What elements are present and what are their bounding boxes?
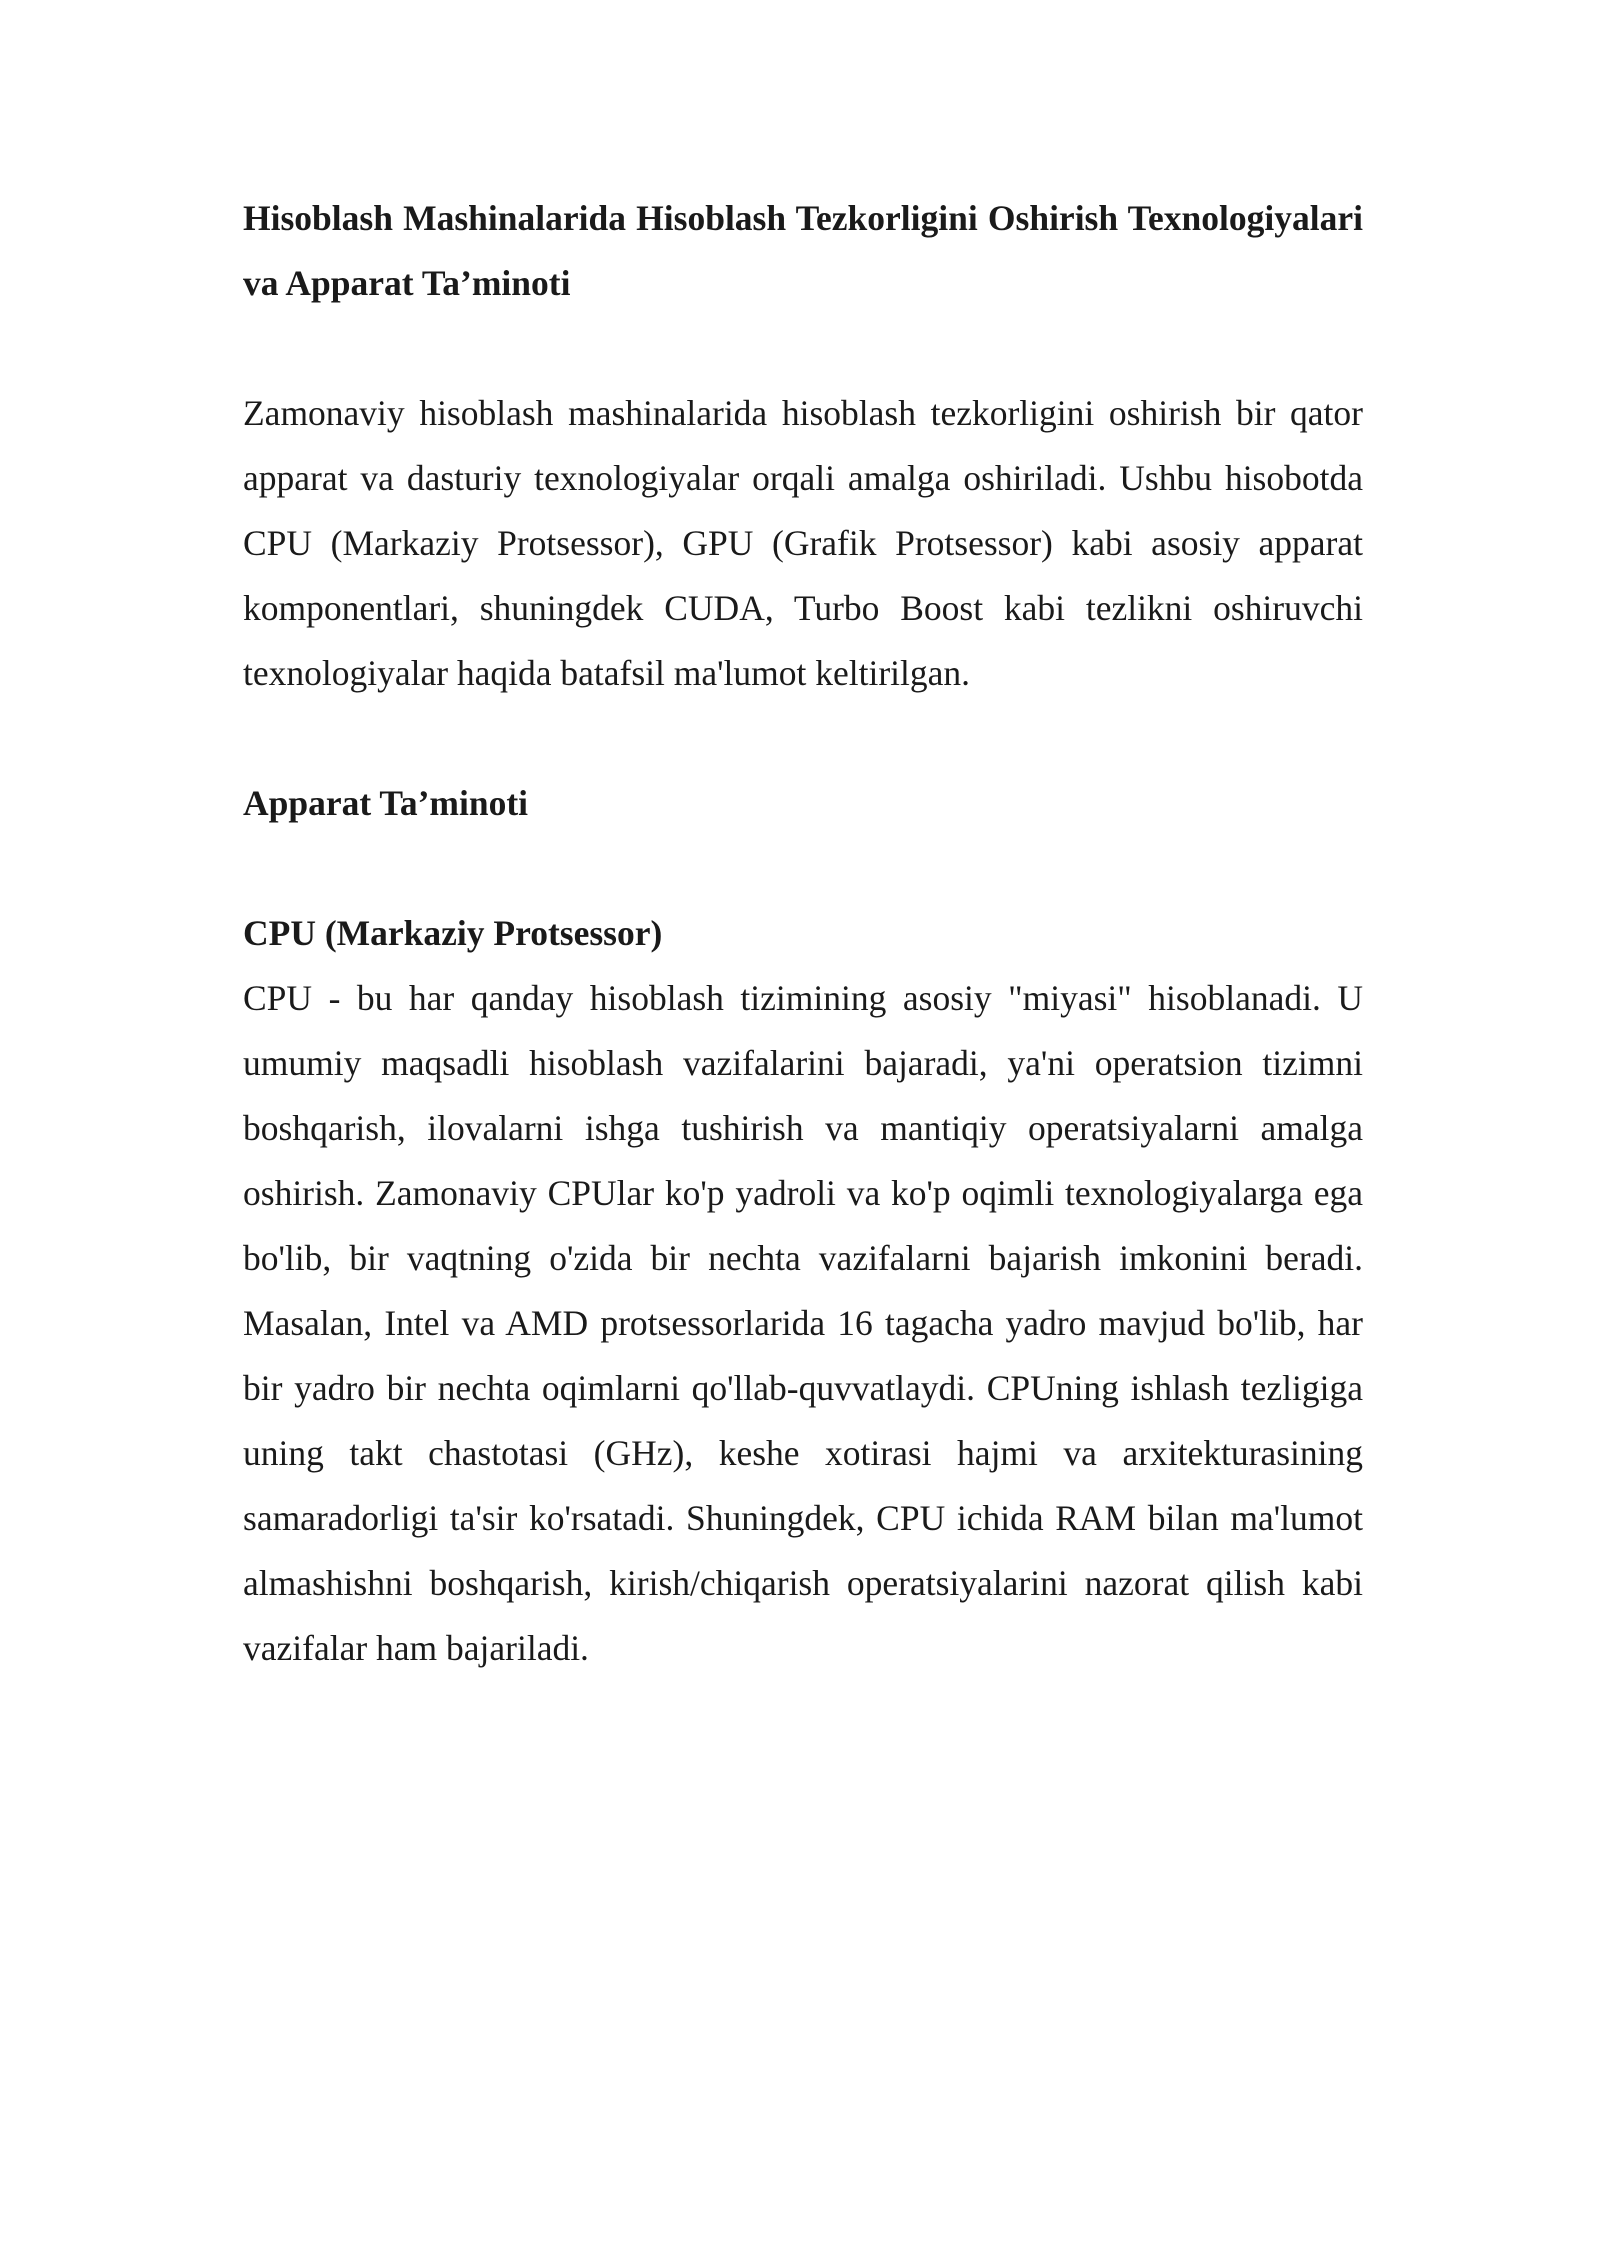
document-title: Hisoblash Mashinalarida Hisoblash Tezkorligini Oshirish Texnologiyalari va Apparat Ta’minoti [243, 198, 1363, 303]
cpu-paragraph: CPU - bu har qanday hisoblash tizimining asosiy "miyasi" hisoblanadi. U umumiy maqsadli hisoblash vazifalarini bajaradi, ya'ni operatsion tizimni boshqarish, ilovalarni ishga tushirish va mantiqiy operatsiyalarni amalga oshirish. Zamonaviy CPUlar ko'p yadroli va ko'p oqimli texnologiyalarga ega bo'lib, bir vaqtning o'zida bir nechta vazifalarni bajarish imkonini beradi. Masalan, Intel va AMD protsessorlarida 16 tagacha yadro mavjud bo'lib, har bir yadro bir nechta oqimlarni qo'llab-quvvatlaydi. CPUning ishlash tezligiga uning takt chastotasi (GHz), keshe xotirasi hajmi va arxitekturasining samaradorligi ta'sir ko'rsatadi. Shuningdek, CPU ichida RAM bilan ma'lumot almashishni boshqarish, kirish/chiqarish operatsiyalarini nazorat qilish kabi vazifalar ham bajariladi. [243, 978, 1363, 1668]
subsection-heading: CPU (Markaziy Protsessor) [243, 913, 663, 953]
section-heading: Apparat Ta’minoti [243, 783, 529, 823]
document-body [243, 186, 1363, 1681]
intro-paragraph: Zamonaviy hisoblash mashinalarida hisoblash tezkorligini oshirish bir qator apparat va dasturiy texnologiyalar orqali amalga oshiriladi. Ushbu hisobotda CPU (Markaziy Protsessor), GPU (Grafik Protsessor) kabi asosiy apparat komponentlari, shuningdek CUDA, Turbo Boost kabi tezlikni oshiruvchi texnologiyalar haqida batafsil ma'lumot keltirilgan. [243, 393, 1363, 693]
